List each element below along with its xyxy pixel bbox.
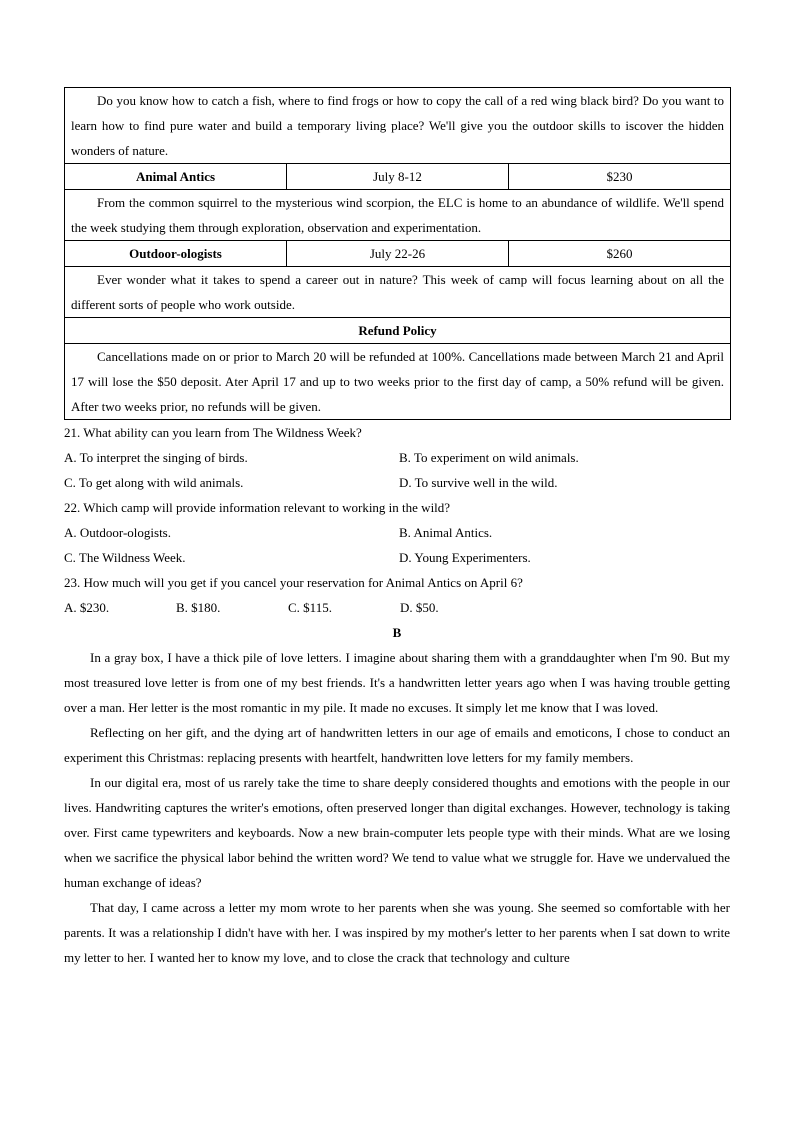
question-stem: 22. Which camp will provide information relevant to working in the wild?	[64, 500, 451, 515]
option-row	[64, 595, 730, 620]
option-row	[64, 545, 730, 570]
option-d: D. $50.	[400, 600, 439, 615]
question-21	[64, 420, 730, 495]
option-a: A. To interpret the singing of birds.	[64, 450, 248, 465]
outdoorologists-price: $260	[509, 241, 731, 267]
wildness-week-description: Do you know how to catch a fish, where to find frogs or how to copy the call of a red wing black bird? Do you want to learn how to find pure water and build a temporary living place? We'll give you the outdoor skills to iscover the hidden wonders of nature.	[65, 88, 731, 164]
refund-policy-title: Refund Policy	[65, 318, 731, 344]
table-row	[65, 318, 731, 344]
option-row	[64, 520, 730, 545]
question-23	[64, 570, 730, 620]
passage-paragraph: In a gray box, I have a thick pile of love letters. I imagine about sharing them with a granddaughter when I'm 90. But my most treasured love letter is from one of my best friends. It's a handwritten letter years ago when I was having trouble getting over a man. Her letter is the most romantic in my pile. It made no excuses. It simply let me know that I was loved.	[64, 650, 730, 715]
table-row	[65, 164, 731, 190]
option-c: C. $115.	[288, 600, 332, 615]
outdoorologists-name: Outdoor-ologists	[65, 241, 287, 267]
passage-paragraph: Reflecting on her gift, and the dying art of handwritten letters in our age of emails and emoticons, I chose to conduct an experiment this Christmas: replacing presents with heartfelt, handwritten love letters for my family members.	[64, 725, 730, 765]
animal-antics-description: From the common squirrel to the mysterious wind scorpion, the ELC is home to an abundance of wildlife. We'll spend the week studying them through exploration, observation and experimentation.	[65, 190, 731, 241]
animal-antics-price: $230	[509, 164, 731, 190]
option-a: A. Outdoor-ologists.	[64, 525, 171, 540]
section-b-heading: B	[392, 625, 402, 640]
table-row	[65, 190, 731, 241]
option-b: B. To experiment on wild animals.	[399, 450, 579, 465]
option-b: B. Animal Antics.	[399, 525, 493, 540]
option-row	[64, 445, 730, 470]
outdoorologists-description: Ever wonder what it takes to spend a career out in nature? This week of camp will focus learning about on all the different sorts of people who work outside.	[65, 267, 731, 318]
option-c: C. The Wildness Week.	[64, 550, 186, 565]
option-row	[64, 470, 730, 495]
document-page	[64, 87, 730, 970]
option-d: D. Young Experimenters.	[399, 550, 531, 565]
question-stem: 23. How much will you get if you cancel your reservation for Animal Antics on April 6?	[64, 575, 523, 590]
outdoorologists-date: July 22-26	[287, 241, 509, 267]
refund-policy-text: Cancellations made on or prior to March 20 will be refunded at 100%. Cancellations made between March 21 and April 17 will lose the $50 deposit. Ater April 17 and up to two weeks prior to the first day of camp, a 50% refund will be given. After two weeks prior, no refunds will be given.	[65, 344, 731, 420]
table-row	[65, 88, 731, 164]
option-d: D. To survive well in the wild.	[399, 475, 558, 490]
passage-paragraph: In our digital era, most of us rarely take the time to share deeply considered thoughts and emotions with the people in our lives. Handwriting captures the writer's emotions, often preserved longer than digital exchanges. However, technology is taking over. First came typewriters and keyboards. Now a new brain-computer lets people type with their minds. What are we losing when we sacrifice the physical labor behind the written word? We tend to value what we struggle for. Have we undervalued the human exchange of ideas?	[64, 775, 730, 890]
question-22	[64, 495, 730, 570]
passage-paragraph: That day, I came across a letter my mom wrote to her parents when she was young. She seemed so comfortable with her parents. It was a relationship I didn't have with her. I was inspired by my mother's letter to her parents when I sat down to write my letter to her. I wanted her to know my love, and to close the crack that technology and culture	[64, 900, 730, 965]
camp-schedule-table	[64, 87, 731, 420]
table-row	[65, 267, 731, 318]
animal-antics-name: Animal Antics	[65, 164, 287, 190]
table-row	[65, 344, 731, 420]
option-c: C. To get along with wild animals.	[64, 475, 244, 490]
question-stem: 21. What ability can you learn from The Wildness Week?	[64, 425, 362, 440]
table-row	[65, 241, 731, 267]
animal-antics-date: July 8-12	[287, 164, 509, 190]
option-b: B. $180.	[176, 600, 221, 615]
option-a: A. $230.	[64, 600, 110, 615]
